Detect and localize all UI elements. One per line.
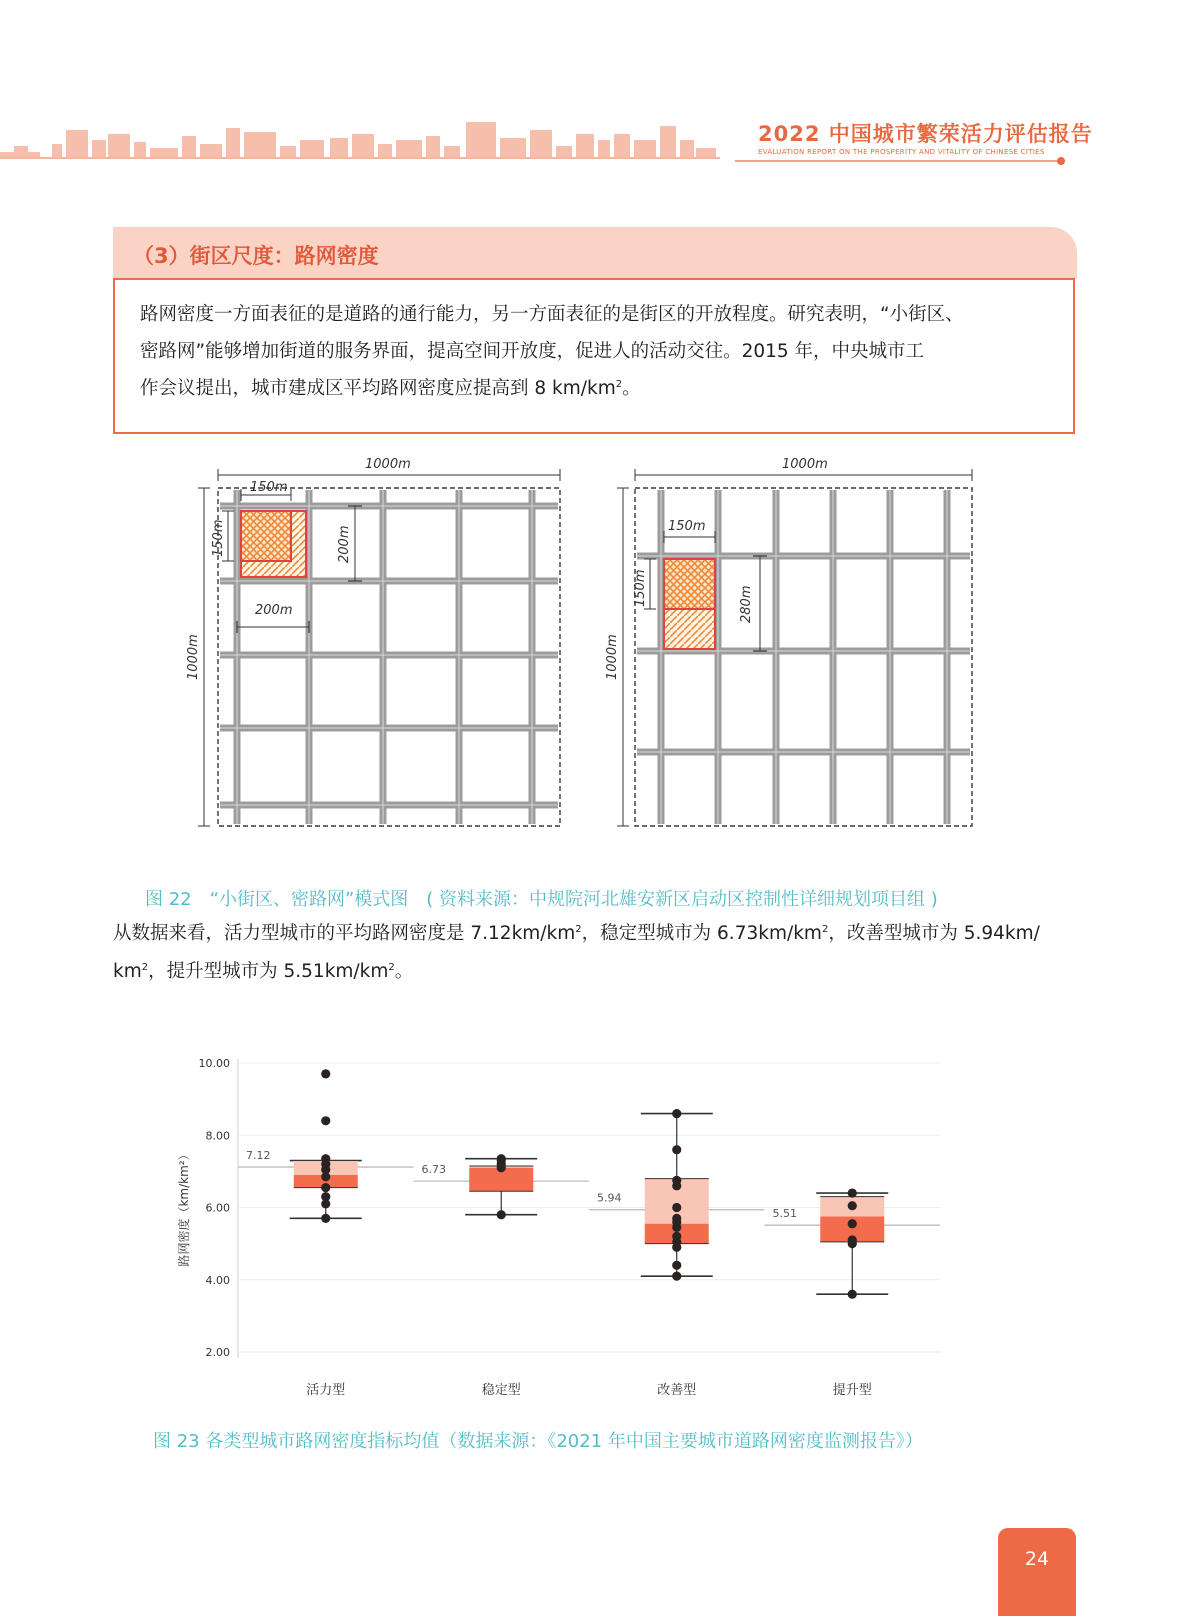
section-title: （3）街区尺度：路网密度 — [133, 244, 379, 268]
mean-label: 7.12 — [246, 1149, 271, 1163]
data-point — [672, 1181, 681, 1190]
data-point — [321, 1199, 330, 1208]
data-point — [672, 1145, 681, 1154]
figure-22-caption: 图 22 “小街区、密路网”模式图 ( 资料来源：中规院河北雄安新区启动区控制性详细规划项目组 ) — [145, 889, 938, 910]
body-line-2: $km^2$，提升型城市为 $5.51km/km^2$。 — [113, 961, 414, 982]
data-point — [321, 1116, 330, 1125]
y-axis-title: 路网密度（km/km²） — [177, 1148, 191, 1267]
data-point — [672, 1223, 681, 1232]
x-category-label: 活力型 — [306, 1383, 346, 1398]
data-point — [848, 1290, 857, 1299]
y-tick-label: 8.00 — [205, 1129, 230, 1143]
data-point — [672, 1109, 681, 1118]
data-point — [497, 1163, 506, 1172]
left-road-v-dim: 200m — [337, 525, 352, 563]
intro-line-2: 密路网”能够增加街道的服务界面，提高空间开放度，促进人的活动交往。2015 年，中央城市工 — [140, 341, 925, 362]
page-number: 24 — [1024, 1548, 1050, 1570]
data-point — [497, 1210, 506, 1219]
left-block-dim: 150m — [250, 480, 288, 495]
left-side-dim: 1000m — [186, 634, 201, 680]
page-number-tab — [998, 1528, 1076, 1616]
mean-label: 5.51 — [772, 1207, 797, 1221]
data-point — [672, 1203, 681, 1212]
intro-line-3: 作会议提出，城市建成区平均路网密度应提高到 8 $km/km^2$。 — [140, 378, 641, 399]
x-category-label: 改善型 — [657, 1383, 697, 1398]
data-point — [321, 1172, 330, 1181]
report-subtitle: EVALUATION REPORT ON THE PROSPERITY AND VITALITY OF CHINESE CITIES — [758, 148, 1045, 156]
y-tick-label: 6.00 — [205, 1201, 230, 1215]
report-title: 2022 中国城市繁荣活力评估报告 — [758, 122, 1093, 146]
y-tick-label: 4.00 — [205, 1273, 230, 1287]
mean-label: 5.94 — [597, 1191, 622, 1205]
left-top-dim: 1000m — [365, 457, 411, 472]
data-point — [321, 1069, 330, 1078]
right-block-side-dim: 150m — [633, 569, 648, 607]
x-category-label: 稳定型 — [481, 1383, 521, 1398]
right-road-v-dim: 280m — [739, 585, 754, 623]
figure-23-caption: 图 23 各类型城市路网密度指标均值（数据来源：《2021 年中国主要城市道路网密度监测报告》） — [153, 1431, 923, 1452]
data-point — [848, 1201, 857, 1210]
intro-line-1: 路网密度一方面表征的是道路的通行能力，另一方面表征的是街区的开放程度。研究表明，“小街区、 — [140, 304, 964, 325]
x-category-label: 提升型 — [832, 1383, 872, 1398]
data-point — [848, 1188, 857, 1197]
data-point — [848, 1219, 857, 1228]
mean-label: 6.73 — [421, 1163, 446, 1177]
data-point — [321, 1214, 330, 1223]
data-point — [848, 1239, 857, 1248]
data-point — [672, 1243, 681, 1252]
body-line-1: 从数据来看，活力型城市的平均路网密度是 $7.12km/km^2$，稳定型城市为 $6.73km/km^2$，改善型城市为 5.94km/ — [113, 923, 1040, 944]
data-point — [321, 1183, 330, 1192]
right-top-dim: 1000m — [782, 457, 828, 472]
y-tick-label: 10.00 — [198, 1057, 230, 1070]
y-tick-label: 2.00 — [205, 1346, 230, 1359]
data-point — [672, 1272, 681, 1281]
right-side-dim: 1000m — [605, 634, 620, 680]
data-point — [672, 1261, 681, 1270]
left-block-side-dim: 150m — [211, 519, 226, 557]
left-road-h-dim: 200m — [255, 603, 293, 618]
right-block-dim: 150m — [668, 519, 706, 534]
